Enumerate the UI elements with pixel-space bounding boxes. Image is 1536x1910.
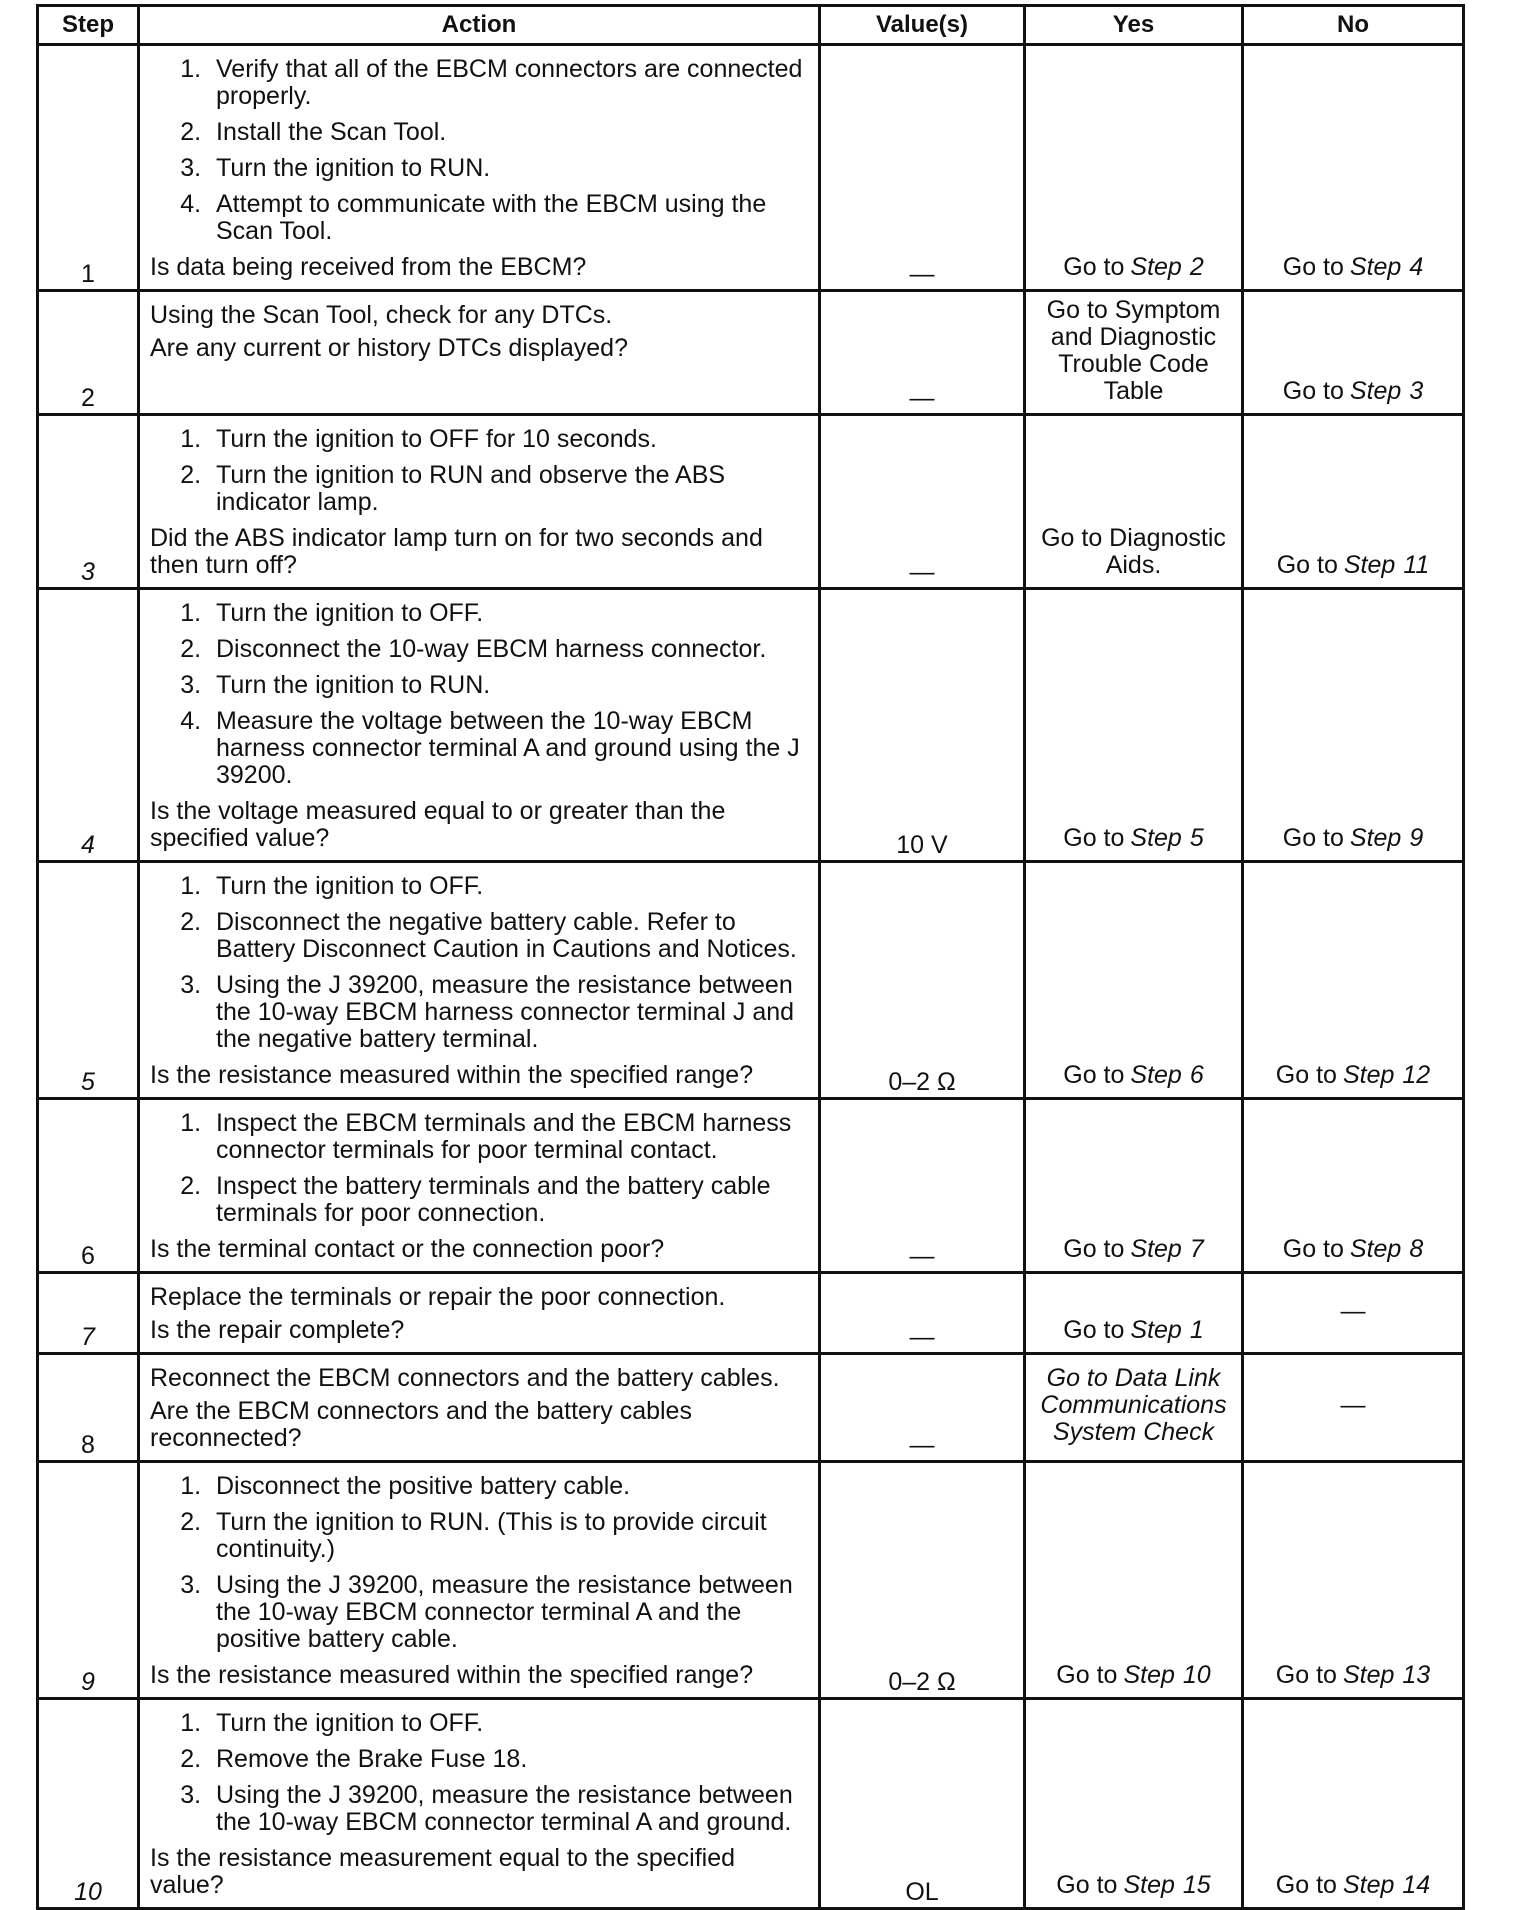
- action-line: Reconnect the EBCM connectors and the battery cables.: [150, 1364, 780, 1392]
- goto-step-number: 3: [1409, 377, 1424, 405]
- action-item: 1. Turn the ignition to OFF.: [208, 873, 810, 900]
- diagnostic-table-container: [36, 4, 1462, 1910]
- goto-step-word: Step: [1342, 1871, 1395, 1899]
- action-list: [150, 56, 810, 245]
- action-item: 2. Disconnect the 10-way EBCM harness connector.: [208, 636, 810, 663]
- yes-cell: Go to Data Link Communications System Check: [1025, 1354, 1243, 1462]
- action-item: 2. Turn the ignition to RUN. (This is to provide circuit continuity.): [208, 1509, 810, 1563]
- goto-label: Go to: [1063, 1316, 1125, 1344]
- goto-step-word: Step: [1342, 1661, 1395, 1689]
- value-cell: —: [820, 45, 1025, 291]
- value-cell: 10 V: [820, 589, 1025, 862]
- goto-step-number: 9: [1409, 824, 1424, 852]
- table-row: [38, 1699, 1464, 1909]
- yes-cell: [1025, 1273, 1243, 1354]
- action-item: 1. Verify that all of the EBCM connectors are connected properly.: [208, 56, 810, 110]
- goto-label: Go to: [1063, 824, 1125, 852]
- yes-cell: Go to Diagnostic Aids.: [1025, 415, 1243, 589]
- action-list: [150, 873, 810, 1053]
- step-number: 5: [38, 862, 139, 1099]
- step-number: 10: [38, 1699, 139, 1909]
- goto-label: Go to: [1282, 253, 1344, 281]
- value-cell: 0–2 Ω: [820, 862, 1025, 1099]
- action-item: 1. Turn the ignition to OFF.: [208, 1710, 810, 1737]
- no-cell: [1243, 862, 1464, 1099]
- goto-step-number: 6: [1189, 1061, 1204, 1089]
- value-cell: —: [820, 1099, 1025, 1273]
- action-cell: [139, 1462, 820, 1699]
- yes-cell: [1025, 589, 1243, 862]
- goto-label: Go to: [1056, 1661, 1118, 1689]
- action-question: Did the ABS indicator lamp turn on for two seconds and then turn off?: [150, 524, 763, 579]
- table-row: [38, 291, 1464, 415]
- goto-step-number: 1: [1189, 1316, 1204, 1344]
- goto-label: Go to: [1282, 1235, 1344, 1263]
- action-cell: [139, 415, 820, 589]
- action-cell: [139, 291, 820, 415]
- value-cell: —: [820, 291, 1025, 415]
- goto-step-word: Step: [1130, 253, 1182, 281]
- yes-cell: [1025, 45, 1243, 291]
- goto-step-word: Step: [1130, 1061, 1182, 1089]
- value-cell: —: [820, 1273, 1025, 1354]
- step-number: 7: [38, 1273, 139, 1354]
- action-cell: [139, 1354, 820, 1462]
- no-cell: [1243, 415, 1464, 589]
- goto-step-word: Step: [1349, 1235, 1402, 1263]
- goto-step-number: 2: [1189, 253, 1204, 281]
- step-number: 1: [38, 45, 139, 291]
- action-cell: [139, 45, 820, 291]
- action-cell: [139, 1699, 820, 1909]
- goto-step-number: 15: [1182, 1871, 1211, 1899]
- goto-step-word: Step: [1349, 824, 1402, 852]
- action-item: 4. Measure the voltage between the 10-way EBCM harness connector terminal A and ground using the J 39200.: [208, 708, 810, 789]
- action-question: Is the repair complete?: [150, 1316, 405, 1344]
- goto-step-number: 12: [1402, 1061, 1431, 1089]
- goto-step-number: 5: [1189, 824, 1204, 852]
- goto-step-word: Step: [1130, 1316, 1182, 1344]
- no-cell: [1243, 291, 1464, 415]
- action-list: [150, 1110, 810, 1227]
- action-question: Are any current or history DTCs displayed?: [150, 334, 628, 362]
- goto-label: Go to: [1282, 824, 1344, 852]
- action-question: Is the resistance measurement equal to the specified value?: [150, 1844, 736, 1899]
- goto-label: Go to: [1063, 1061, 1125, 1089]
- action-list: [150, 600, 810, 789]
- goto-label: Go to: [1282, 377, 1344, 405]
- step-number: 2: [38, 291, 139, 415]
- yes-cell: [1025, 1099, 1243, 1273]
- goto-step-number: 13: [1402, 1661, 1431, 1689]
- goto-step-word: Step: [1343, 551, 1396, 579]
- table-row: [38, 589, 1464, 862]
- table-row: [38, 415, 1464, 589]
- action-item: 2. Inspect the battery terminals and the battery cable terminals for poor connection.: [208, 1173, 810, 1227]
- action-item: 2. Turn the ignition to RUN and observe the ABS indicator lamp.: [208, 462, 810, 516]
- table-row: [38, 1099, 1464, 1273]
- header-action: Action: [139, 6, 820, 45]
- action-item: 2. Install the Scan Tool.: [208, 119, 810, 146]
- action-item: 1. Inspect the EBCM terminals and the EBCM harness connector terminals for poor terminal contact.: [208, 1110, 810, 1164]
- header-no: No: [1243, 6, 1464, 45]
- no-cell: [1243, 45, 1464, 291]
- value-cell: OL: [820, 1699, 1025, 1909]
- header-yes: Yes: [1025, 6, 1243, 45]
- step-number: 9: [38, 1462, 139, 1699]
- action-line: Using the Scan Tool, check for any DTCs.: [150, 301, 613, 329]
- table-row: [38, 1273, 1464, 1354]
- action-item: 4. Attempt to communicate with the EBCM using the Scan Tool.: [208, 191, 810, 245]
- goto-step-word: Step: [1123, 1871, 1175, 1899]
- no-cell: [1243, 589, 1464, 862]
- no-cell: —: [1243, 1354, 1464, 1462]
- action-cell: [139, 1273, 820, 1354]
- goto-step-number: 7: [1189, 1235, 1204, 1263]
- action-item: 1. Turn the ignition to OFF.: [208, 600, 810, 627]
- goto-step-word: Step: [1130, 824, 1182, 852]
- goto-step-word: Step: [1342, 1061, 1395, 1089]
- yes-cell: Go to Symptom and Diagnostic Trouble Code Table: [1025, 291, 1243, 415]
- action-cell: [139, 589, 820, 862]
- goto-step-word: Step: [1123, 1661, 1175, 1689]
- goto-step-word: Step: [1349, 377, 1402, 405]
- yes-cell: [1025, 862, 1243, 1099]
- value-cell: —: [820, 1354, 1025, 1462]
- no-cell: [1243, 1099, 1464, 1273]
- no-cell: [1243, 1699, 1464, 1909]
- action-question: Is the resistance measured within the specified range?: [150, 1661, 754, 1689]
- action-item: 1. Disconnect the positive battery cable.: [208, 1473, 810, 1500]
- goto-step-number: 11: [1403, 551, 1430, 579]
- table-header-row: [38, 6, 1464, 45]
- goto-label: Go to: [1276, 551, 1338, 579]
- action-item: 3. Using the J 39200, measure the resistance between the 10-way EBCM connector terminal A and ground.: [208, 1782, 810, 1836]
- action-item: 1. Turn the ignition to OFF for 10 seconds.: [208, 426, 810, 453]
- action-item: 2. Disconnect the negative battery cable. Refer to Battery Disconnect Caution in Cautions and Notices.: [208, 909, 810, 963]
- goto-label: Go to: [1275, 1661, 1337, 1689]
- goto-step-number: 8: [1409, 1235, 1424, 1263]
- action-item: 3. Using the J 39200, measure the resistance between the 10-way EBCM harness connector terminal J and the negative battery terminal.: [208, 972, 810, 1053]
- step-number: 6: [38, 1099, 139, 1273]
- goto-step-number: 4: [1409, 253, 1424, 281]
- action-cell: [139, 1099, 820, 1273]
- action-question: Is data being received from the EBCM?: [150, 253, 587, 281]
- table-row: [38, 862, 1464, 1099]
- action-question: Is the terminal contact or the connection poor?: [150, 1235, 665, 1263]
- action-list: [150, 1710, 810, 1836]
- table-row: [38, 1462, 1464, 1699]
- diagnostic-table: [36, 4, 1465, 1910]
- action-item: 2. Remove the Brake Fuse 18.: [208, 1746, 810, 1773]
- action-cell: [139, 862, 820, 1099]
- table-row: [38, 1354, 1464, 1462]
- header-values: Value(s): [820, 6, 1025, 45]
- goto-step-word: Step: [1130, 1235, 1182, 1263]
- no-cell: [1243, 1462, 1464, 1699]
- goto-label: Go to: [1275, 1871, 1337, 1899]
- goto-label: Go to: [1063, 1235, 1125, 1263]
- yes-cell: [1025, 1462, 1243, 1699]
- goto-step-number: 14: [1402, 1871, 1431, 1899]
- action-line: Replace the terminals or repair the poor connection.: [150, 1283, 726, 1311]
- table-row: [38, 45, 1464, 291]
- header-step: Step: [38, 6, 139, 45]
- value-cell: 0–2 Ω: [820, 1462, 1025, 1699]
- goto-label: Go to: [1063, 253, 1125, 281]
- action-list: [150, 1473, 810, 1653]
- goto-step-word: Step: [1349, 253, 1402, 281]
- no-cell: —: [1243, 1273, 1464, 1354]
- action-question: Are the EBCM connectors and the battery cables reconnected?: [150, 1397, 692, 1452]
- step-number: 4: [38, 589, 139, 862]
- action-item: 3. Turn the ignition to RUN.: [208, 672, 810, 699]
- goto-label: Go to: [1056, 1871, 1118, 1899]
- action-question: Is the voltage measured equal to or greater than the specified value?: [150, 797, 726, 852]
- action-question: Is the resistance measured within the specified range?: [150, 1061, 754, 1089]
- goto-step-number: 10: [1182, 1661, 1211, 1689]
- value-cell: —: [820, 415, 1025, 589]
- action-item: 3. Turn the ignition to RUN.: [208, 155, 810, 182]
- action-item: 3. Using the J 39200, measure the resistance between the 10-way EBCM connector terminal A and the positive battery cable.: [208, 1572, 810, 1653]
- yes-cell: [1025, 1699, 1243, 1909]
- step-number: 3: [38, 415, 139, 589]
- goto-label: Go to: [1275, 1061, 1337, 1089]
- action-list: [150, 426, 810, 516]
- step-number: 8: [38, 1354, 139, 1462]
